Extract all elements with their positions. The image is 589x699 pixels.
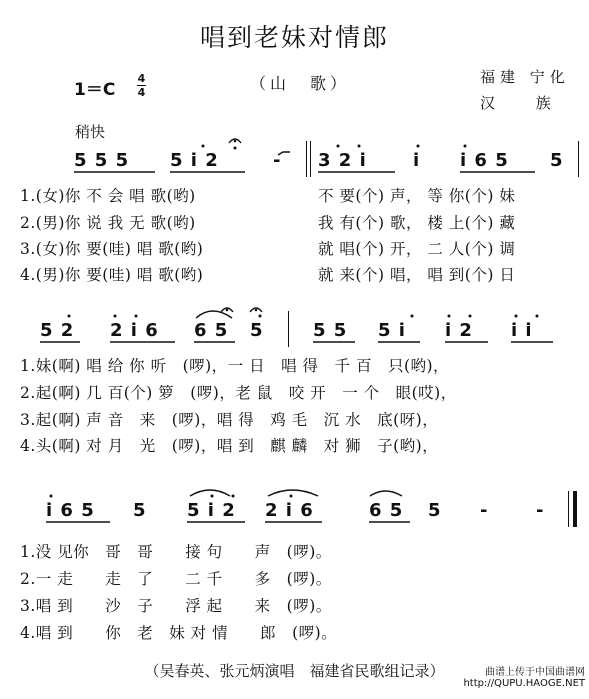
genre-label: （山 歌）	[250, 74, 351, 93]
site-watermark	[463, 667, 585, 689]
lyric-line: 4.唱 到 你 老 妹 对 情 郎 (啰)。	[20, 624, 338, 642]
note-group: i	[413, 150, 420, 171]
key-signature: 1＝C	[74, 80, 116, 100]
note-group: 5 i 2	[187, 500, 235, 521]
note-group: 2 i 6	[110, 320, 158, 341]
note-group: -	[536, 500, 544, 521]
note-group: 6 5	[194, 320, 228, 341]
note-group: 5	[550, 150, 563, 171]
note-group: 5 5	[313, 320, 347, 341]
song-title: 唱到老妹对情郎	[199, 23, 389, 52]
note-group: 5 i	[378, 320, 405, 341]
performance-credit: （吴春英、张元炳演唱 福建省民歌组记录）	[144, 662, 445, 680]
lyric-line: 1.(女)你 不 会 唱 歌(哟)	[20, 187, 196, 205]
note-group: 6 5	[369, 500, 403, 521]
meter-top: 4	[137, 72, 146, 85]
lyric-line: 2.起(啊) 几 百(个) 箩 (啰)，老 鼠 咬 开 一 个 眼(哎)，	[20, 384, 457, 402]
lyric-line: 4.头(啊) 对 月 光 (啰)，唱 到 麒 麟 对 狮 子(哟)，	[20, 437, 439, 455]
note-group: 5	[250, 320, 263, 341]
note-group: -	[273, 150, 281, 171]
lyric-line: 1.妹(啊) 唱 给 你 听 (啰)，一 日 唱 得 千 百 只(哟)，	[20, 357, 450, 375]
ethnic-label: 汉 族	[480, 94, 569, 112]
lyric-line: 3.唱 到 沙 子 浮 起 来 (啰)。	[20, 597, 332, 615]
lyric-line: 就 来(个) 唱， 唱 到(个) 日	[318, 266, 516, 284]
lyric-line: 2.一 走 走 了 二 千 多 (啰)。	[20, 570, 332, 588]
note-group: i i	[511, 320, 532, 341]
note-group: 5 5 5	[74, 150, 129, 171]
note-group: i 6 5	[46, 500, 94, 521]
origin-label: 福建 宁化	[480, 68, 570, 86]
meter-bottom: 4	[137, 86, 146, 99]
note-group: 5 2	[40, 320, 74, 341]
watermark-line-2: http://QUPU.HAOGE.NET	[463, 678, 585, 689]
note-group: i 6 5	[460, 150, 508, 171]
note-group: -	[480, 500, 488, 521]
note-group: i 2	[445, 320, 472, 341]
lyric-line: 3.(女)你 要(哇) 唱 歌(哟)	[20, 240, 204, 258]
lyric-line: 4.(男)你 要(哇) 唱 歌(哟)	[20, 266, 204, 284]
lyric-line: 我 有(个) 歌， 楼 上(个) 藏	[318, 214, 516, 232]
note-group: 5	[133, 500, 146, 521]
lyric-line: 不 要(个) 声， 等 你(个) 妹	[318, 187, 516, 205]
lyric-line: 就 唱(个) 开， 二 人(个) 调	[318, 240, 516, 258]
note-group: 5 i 2	[170, 150, 218, 171]
tempo-marking: 稍快	[75, 123, 106, 141]
lyric-line: 3.起(啊) 声 音 来 (啰)，唱 得 鸡 毛 沉 水 底(呀)，	[20, 411, 439, 429]
note-group: 5	[428, 500, 441, 521]
lyric-line: 1.没 见你 哥 哥 接 句 声 (啰)。	[20, 543, 332, 561]
note-group: 3 2 i	[318, 150, 366, 171]
watermark-line-1: 曲谱上传于中国曲谱网	[485, 667, 585, 678]
lyric-line: 2.(男)你 说 我 无 歌(哟)	[20, 214, 196, 232]
note-group: 2 i 6	[265, 500, 313, 521]
